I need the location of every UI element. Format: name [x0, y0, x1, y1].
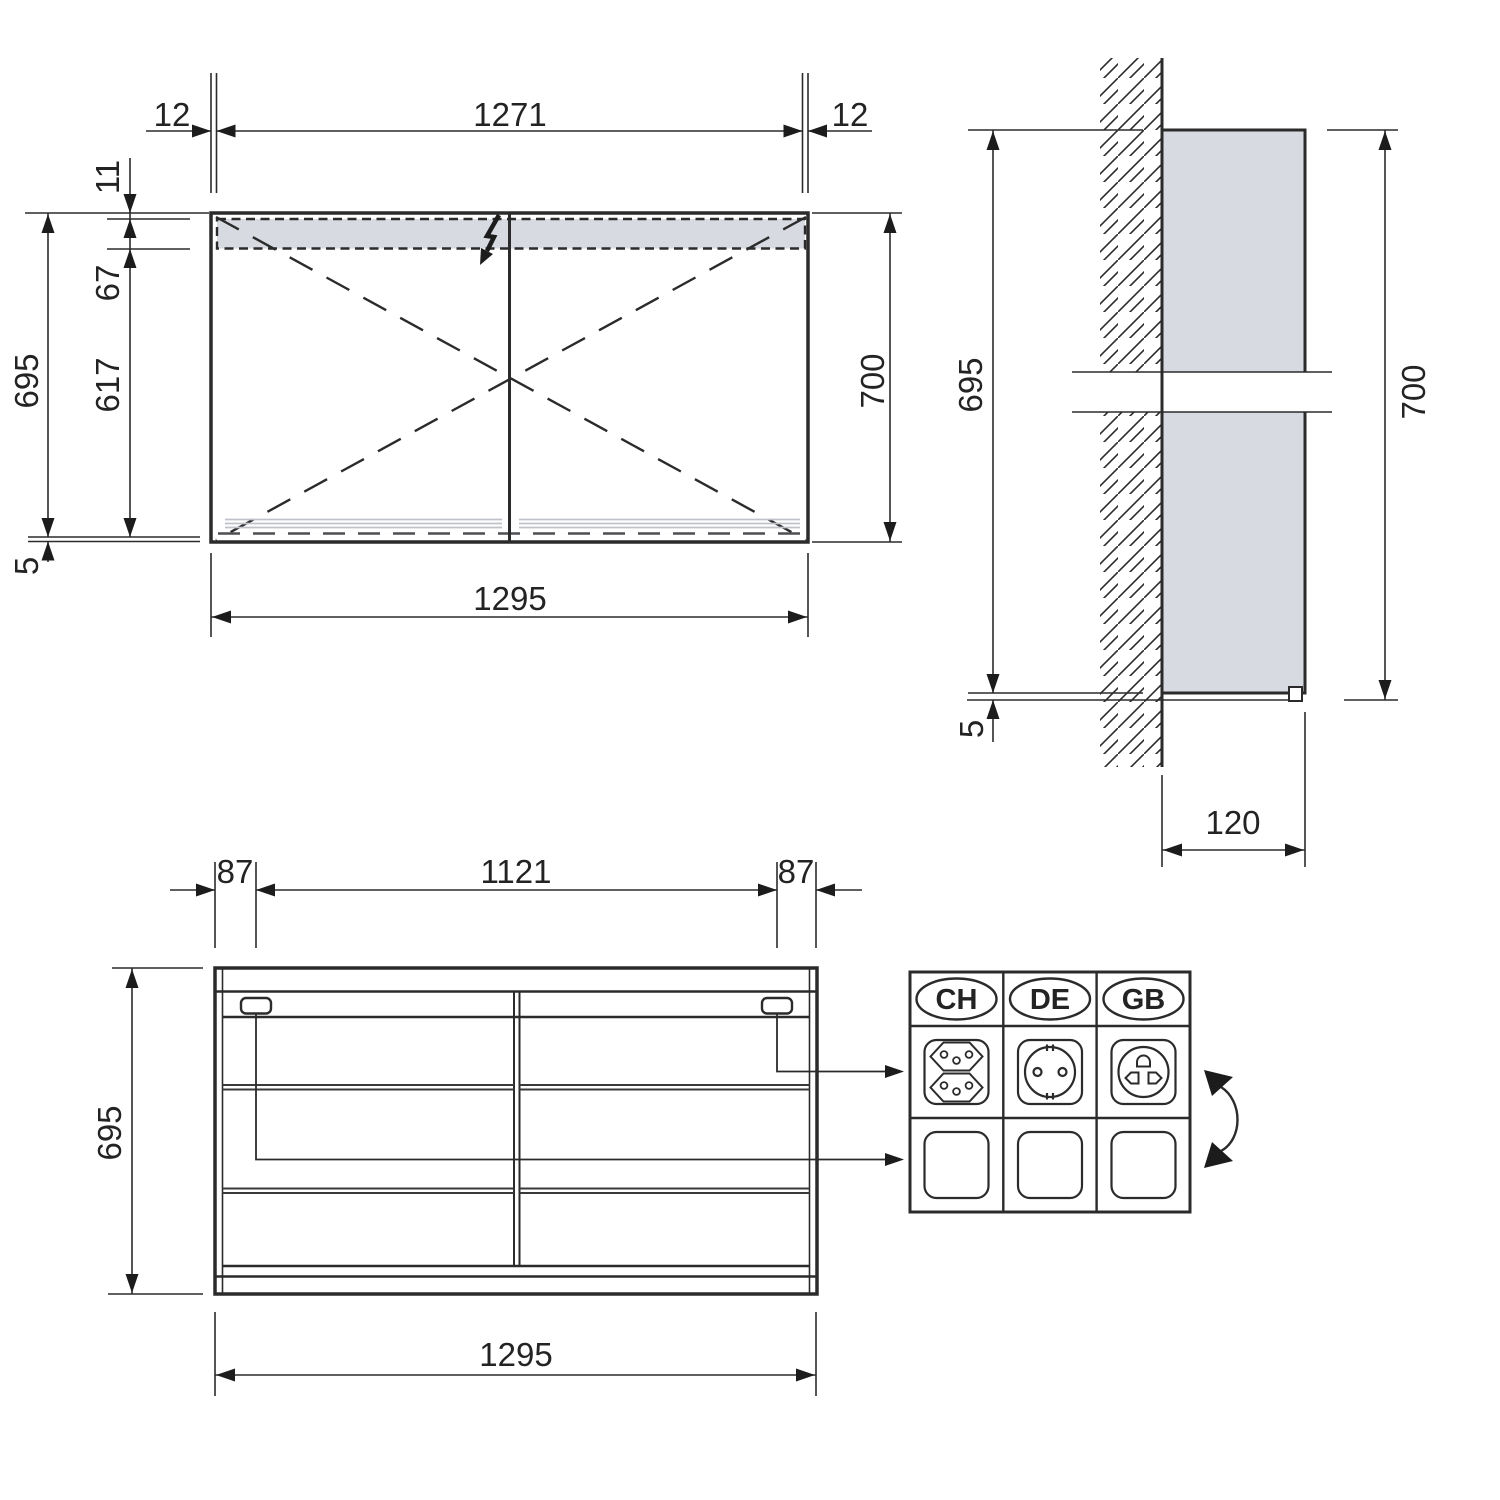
dim-label-gap-left: 12	[153, 96, 191, 133]
dim-label-interior-695: 695	[91, 1105, 128, 1161]
glass-shelves	[223, 1085, 810, 1193]
front-left-dimensions	[8, 158, 209, 575]
de-socket-icon	[1018, 1040, 1082, 1104]
bottom-shelf-edges	[225, 520, 800, 528]
dim-label-side-recess: 5	[953, 719, 990, 739]
front-top-dimensions	[146, 73, 872, 193]
dim-label-interior-width: 1295	[479, 1336, 553, 1373]
gb-socket-icon	[1112, 1040, 1176, 1104]
swap-arrow-icon	[1204, 1070, 1238, 1168]
dim-label-light-strip: 67	[89, 264, 126, 302]
dim-label-side-695: 695	[952, 357, 989, 413]
break-lines	[1072, 372, 1332, 412]
dim-label-socket-offset-left: 87	[216, 853, 254, 890]
dim-label-total-width: 1295	[473, 580, 547, 617]
front-bottom-dimension	[211, 553, 808, 637]
bottom-recess-notch	[1289, 687, 1302, 701]
dim-label-interior-height: 617	[89, 357, 126, 413]
side-right-dimension	[1327, 130, 1432, 700]
socket-right	[762, 998, 792, 1014]
country-code-ch: CH	[935, 984, 978, 1016]
interior-view	[91, 853, 904, 1396]
country-badges	[917, 979, 1184, 1020]
interior-left-dimension	[91, 968, 203, 1294]
socket-panel	[910, 972, 1238, 1212]
dim-label-socket-offset-right: 87	[777, 853, 815, 890]
interior-bottom-dimension	[215, 1312, 816, 1396]
blank-cover-plates	[925, 1132, 1176, 1198]
side-view	[952, 58, 1432, 867]
dim-label-socket-spacing: 1121	[480, 853, 552, 890]
front-view	[8, 73, 902, 637]
dim-label-side-700: 700	[1395, 364, 1432, 420]
dim-label-total-height: 700	[854, 353, 891, 409]
dim-label-door-width: 1271	[473, 96, 547, 133]
dim-label-top-offset: 11	[89, 159, 126, 195]
socket-left	[241, 998, 271, 1014]
dim-label-gap-right: 12	[831, 96, 869, 133]
ch-socket-icon	[925, 1040, 989, 1104]
country-code-gb: GB	[1121, 984, 1166, 1016]
country-code-de: DE	[1029, 984, 1071, 1016]
dim-label-depth: 120	[1205, 804, 1261, 841]
dim-label-height-695: 695	[8, 353, 45, 409]
side-depth-dimension	[1162, 712, 1305, 867]
center-partition	[514, 992, 520, 1267]
front-right-dimension	[812, 213, 902, 542]
dim-label-recess-5: 5	[8, 556, 45, 576]
interior-top-dimensions	[170, 853, 862, 948]
